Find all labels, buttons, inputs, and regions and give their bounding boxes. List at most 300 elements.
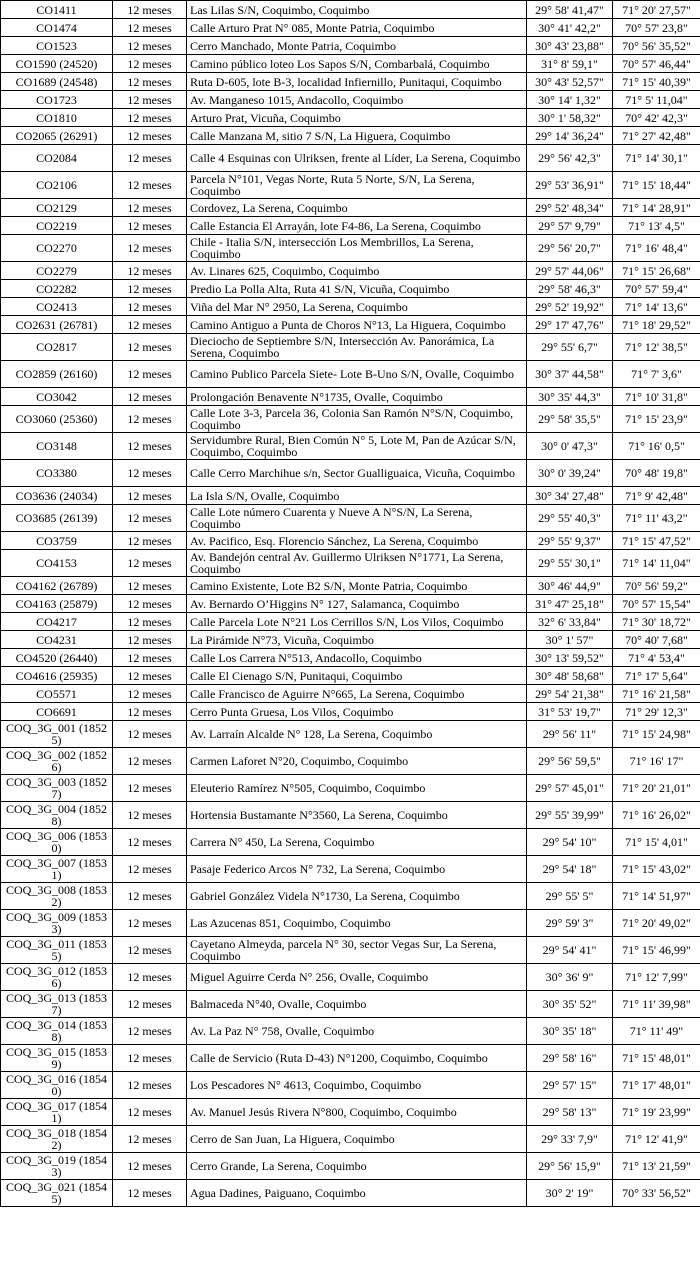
site-id-cell: COQ_3G_009 (18533)	[1, 910, 113, 937]
longitude-cell: 70° 33' 56,52"	[613, 1180, 700, 1207]
address-cell: Ruta D-605, lote B-3, localidad Infiernillo, Punitaqui, Coquimbo	[187, 73, 527, 91]
address-cell: Las Azucenas 851, Coquimbo, Coquimbo	[187, 910, 527, 937]
address-cell: Calle Lote número Cuarenta y Nueve A N°S/N, La Serena, Coquimbo	[187, 505, 527, 532]
latitude-cell: 31° 47' 25,18"	[527, 595, 613, 613]
table-row	[1, 829, 700, 856]
longitude-cell: 71° 14' 13,6"	[613, 298, 700, 316]
term-cell: 12 meses	[113, 235, 187, 262]
address-cell: Chile - Italia S/N, intersección Los Membrillos, La Serena, Coquimbo	[187, 235, 527, 262]
site-id-cell: COQ_3G_015 (18539)	[1, 1045, 113, 1072]
address-cell: Agua Dadines, Paiguano, Coquimbo	[187, 1180, 527, 1207]
address-cell: Av. Bernardo O’Higgins N° 127, Salamanca, Coquimbo	[187, 595, 527, 613]
term-cell: 12 meses	[113, 487, 187, 505]
site-id-cell: CO2065 (26291)	[1, 127, 113, 145]
longitude-cell: 71° 19' 23,99"	[613, 1099, 700, 1126]
latitude-cell: 30° 46' 44,9"	[527, 577, 613, 595]
latitude-cell: 29° 53' 36,91"	[527, 172, 613, 199]
longitude-cell: 71° 14' 28,91"	[613, 199, 700, 217]
latitude-cell: 31° 8' 59,1"	[527, 55, 613, 73]
address-cell: Las Lilas S/N, Coquimbo, Coquimbo	[187, 1, 527, 19]
latitude-cell: 29° 56' 15,9"	[527, 1153, 613, 1180]
table-row	[1, 199, 700, 217]
term-cell: 12 meses	[113, 910, 187, 937]
site-id-cell: CO3148	[1, 433, 113, 460]
table-row	[1, 883, 700, 910]
longitude-cell: 70° 40' 7,68"	[613, 631, 700, 649]
longitude-cell: 71° 12' 38,5"	[613, 334, 700, 361]
latitude-cell: 29° 55' 5"	[527, 883, 613, 910]
latitude-cell: 30° 41' 42,2"	[527, 19, 613, 37]
longitude-cell: 71° 29' 12,3"	[613, 703, 700, 721]
site-id-cell: CO3060 (25360)	[1, 406, 113, 433]
term-cell: 12 meses	[113, 703, 187, 721]
latitude-cell: 30° 35' 52"	[527, 991, 613, 1018]
longitude-cell: 70° 57' 23,8"	[613, 19, 700, 37]
address-cell: Av. Manuel Jesús Rivera N°800, Coquimbo, Coquimbo	[187, 1099, 527, 1126]
term-cell: 12 meses	[113, 856, 187, 883]
table-row	[1, 991, 700, 1018]
longitude-cell: 71° 11' 49"	[613, 1018, 700, 1045]
site-id-cell: COQ_3G_018 (18542)	[1, 1126, 113, 1153]
site-id-cell: COQ_3G_011 (18535)	[1, 937, 113, 964]
table-row	[1, 361, 700, 388]
longitude-cell: 71° 11' 39,98"	[613, 991, 700, 1018]
address-cell: Calle 4 Esquinas con Ulriksen, frente al Líder, La Serena, Coquimbo	[187, 145, 527, 172]
site-id-cell: CO2817	[1, 334, 113, 361]
longitude-cell: 71° 14' 51,97"	[613, 883, 700, 910]
term-cell: 12 meses	[113, 316, 187, 334]
term-cell: 12 meses	[113, 631, 187, 649]
latitude-cell: 32° 6' 33,84"	[527, 613, 613, 631]
term-cell: 12 meses	[113, 1, 187, 19]
address-cell: Av. Linares 625, Coquimbo, Coquimbo	[187, 262, 527, 280]
table-row	[1, 1180, 700, 1207]
term-cell: 12 meses	[113, 991, 187, 1018]
longitude-cell: 71° 15' 18,44"	[613, 172, 700, 199]
latitude-cell: 30° 1' 57"	[527, 631, 613, 649]
term-cell: 12 meses	[113, 172, 187, 199]
latitude-cell: 29° 57' 15"	[527, 1072, 613, 1099]
term-cell: 12 meses	[113, 298, 187, 316]
table-row	[1, 1153, 700, 1180]
longitude-cell: 71° 15' 43,02"	[613, 856, 700, 883]
longitude-cell: 71° 14' 30,1"	[613, 145, 700, 172]
longitude-cell: 70° 56' 59,2"	[613, 577, 700, 595]
latitude-cell: 30° 36' 9"	[527, 964, 613, 991]
latitude-cell: 29° 55' 40,3"	[527, 505, 613, 532]
address-cell: Los Pescadores N° 4613, Coquimbo, Coquimbo	[187, 1072, 527, 1099]
longitude-cell: 71° 18' 29,52"	[613, 316, 700, 334]
latitude-cell: 29° 58' 13"	[527, 1099, 613, 1126]
address-cell: Cerro de San Juan, La Higuera, Coquimbo	[187, 1126, 527, 1153]
latitude-cell: 29° 33' 7,9"	[527, 1126, 613, 1153]
table-row	[1, 964, 700, 991]
latitude-cell: 30° 0' 47,3"	[527, 433, 613, 460]
table-row	[1, 1, 700, 19]
term-cell: 12 meses	[113, 613, 187, 631]
table-row	[1, 748, 700, 775]
address-cell: Predio La Polla Alta, Ruta 41 S/N, Vicuña, Coquimbo	[187, 280, 527, 298]
latitude-cell: 29° 58' 46,3"	[527, 280, 613, 298]
latitude-cell: 31° 53' 19,7"	[527, 703, 613, 721]
latitude-cell: 29° 56' 42,3"	[527, 145, 613, 172]
table-row	[1, 460, 700, 487]
term-cell: 12 meses	[113, 1126, 187, 1153]
term-cell: 12 meses	[113, 91, 187, 109]
site-id-cell: COQ_3G_001 (18525)	[1, 721, 113, 748]
table-row	[1, 334, 700, 361]
longitude-cell: 71° 27' 42,48"	[613, 127, 700, 145]
longitude-cell: 71° 20' 49,02"	[613, 910, 700, 937]
longitude-cell: 71° 16' 48,4"	[613, 235, 700, 262]
site-id-cell: CO4163 (25879)	[1, 595, 113, 613]
table-row	[1, 172, 700, 199]
longitude-cell: 71° 15' 26,68"	[613, 262, 700, 280]
longitude-cell: 71° 10' 31,8"	[613, 388, 700, 406]
longitude-cell: 71° 15' 24,98"	[613, 721, 700, 748]
table-row	[1, 937, 700, 964]
term-cell: 12 meses	[113, 1180, 187, 1207]
table-row	[1, 388, 700, 406]
latitude-cell: 30° 43' 52,57"	[527, 73, 613, 91]
table-row	[1, 1099, 700, 1126]
site-id-cell: CO4520 (26440)	[1, 649, 113, 667]
latitude-cell: 29° 14' 36,24"	[527, 127, 613, 145]
address-cell: Av. Pacifico, Esq. Florencio Sánchez, La Serena, Coquimbo	[187, 532, 527, 550]
site-id-cell: CO4616 (25935)	[1, 667, 113, 685]
term-cell: 12 meses	[113, 1018, 187, 1045]
longitude-cell: 70° 56' 35,52"	[613, 37, 700, 55]
site-id-cell: CO6691	[1, 703, 113, 721]
table-row	[1, 1126, 700, 1153]
address-cell: Dieciocho de Septiembre S/N, Intersección Av. Panorámica, La Serena, Coquimbo	[187, 334, 527, 361]
term-cell: 12 meses	[113, 109, 187, 127]
term-cell: 12 meses	[113, 721, 187, 748]
address-cell: Cayetano Almeyda, parcela N° 30, sector Vegas Sur, La Serena, Coquimbo	[187, 937, 527, 964]
table-row	[1, 217, 700, 235]
table-row	[1, 505, 700, 532]
site-id-cell: CO2106	[1, 172, 113, 199]
site-id-cell: CO2129	[1, 199, 113, 217]
address-cell: Eleuterio Ramírez N°505, Coquimbo, Coquimbo	[187, 775, 527, 802]
term-cell: 12 meses	[113, 1072, 187, 1099]
term-cell: 12 meses	[113, 460, 187, 487]
latitude-cell: 30° 2' 19"	[527, 1180, 613, 1207]
term-cell: 12 meses	[113, 577, 187, 595]
latitude-cell: 30° 37' 44,58"	[527, 361, 613, 388]
site-id-cell: CO2413	[1, 298, 113, 316]
site-id-cell: CO2631 (26781)	[1, 316, 113, 334]
table-row	[1, 37, 700, 55]
site-id-cell: CO3636 (24034)	[1, 487, 113, 505]
latitude-cell: 29° 54' 10"	[527, 829, 613, 856]
site-id-cell: COQ_3G_016 (18540)	[1, 1072, 113, 1099]
site-id-cell: COQ_3G_007 (18531)	[1, 856, 113, 883]
term-cell: 12 meses	[113, 802, 187, 829]
site-id-cell: CO2270	[1, 235, 113, 262]
site-id-cell: CO2279	[1, 262, 113, 280]
longitude-cell: 71° 15' 40,39"	[613, 73, 700, 91]
longitude-cell: 71° 17' 48,01"	[613, 1072, 700, 1099]
table-row	[1, 613, 700, 631]
address-cell: La Pirámide N°73, Vicuña, Coquimbo	[187, 631, 527, 649]
site-id-cell: CO4231	[1, 631, 113, 649]
address-cell: La Isla S/N, Ovalle, Coquimbo	[187, 487, 527, 505]
site-id-cell: CO1723	[1, 91, 113, 109]
site-id-cell: CO2219	[1, 217, 113, 235]
term-cell: 12 meses	[113, 775, 187, 802]
latitude-cell: 30° 0' 39,24"	[527, 460, 613, 487]
address-cell: Calle Francisco de Aguirre N°665, La Serena, Coquimbo	[187, 685, 527, 703]
site-id-cell: COQ_3G_019 (18543)	[1, 1153, 113, 1180]
table-row	[1, 577, 700, 595]
address-cell: Av. La Paz N° 758, Ovalle, Coquimbo	[187, 1018, 527, 1045]
term-cell: 12 meses	[113, 595, 187, 613]
latitude-cell: 30° 35' 44,3"	[527, 388, 613, 406]
table-row	[1, 550, 700, 577]
address-cell: Cordovez, La Serena, Coquimbo	[187, 199, 527, 217]
site-id-cell: COQ_3G_003 (18527)	[1, 775, 113, 802]
address-cell: Camino Existente, Lote B2 S/N, Monte Patria, Coquimbo	[187, 577, 527, 595]
longitude-cell: 71° 20' 27,57"	[613, 1, 700, 19]
longitude-cell: 71° 16' 26,02"	[613, 802, 700, 829]
latitude-cell: 29° 55' 39,99"	[527, 802, 613, 829]
address-cell: Calle El Cienago S/N, Punitaqui, Coquimbo	[187, 667, 527, 685]
term-cell: 12 meses	[113, 73, 187, 91]
longitude-cell: 71° 11' 43,2"	[613, 505, 700, 532]
address-cell: Calle Manzana M, sitio 7 S/N, La Higuera, Coquimbo	[187, 127, 527, 145]
address-cell: Pasaje Federico Arcos N° 732, La Serena, Coquimbo	[187, 856, 527, 883]
term-cell: 12 meses	[113, 685, 187, 703]
site-id-cell: COQ_3G_004 (18528)	[1, 802, 113, 829]
longitude-cell: 71° 12' 41,9"	[613, 1126, 700, 1153]
term-cell: 12 meses	[113, 829, 187, 856]
latitude-cell: 29° 57' 45,01"	[527, 775, 613, 802]
table-row	[1, 235, 700, 262]
table-row	[1, 775, 700, 802]
address-cell: Carmen Laforet N°20, Coquimbo, Coquimbo	[187, 748, 527, 775]
site-id-cell: COQ_3G_008 (18532)	[1, 883, 113, 910]
longitude-cell: 70° 57' 59,4"	[613, 280, 700, 298]
site-id-cell: CO2859 (26160)	[1, 361, 113, 388]
term-cell: 12 meses	[113, 550, 187, 577]
term-cell: 12 meses	[113, 1153, 187, 1180]
address-cell: Calle Lote 3-3, Parcela 36, Colonia San Ramón N°S/N, Coquimbo, Coquimbo	[187, 406, 527, 433]
table-row	[1, 298, 700, 316]
longitude-cell: 70° 48' 19,8"	[613, 460, 700, 487]
address-cell: Calle de Servicio (Ruta D-43) N°1200, Coquimbo, Coquimbo	[187, 1045, 527, 1072]
table-row	[1, 856, 700, 883]
table-row	[1, 1018, 700, 1045]
address-cell: Carrera N° 450, La Serena, Coquimbo	[187, 829, 527, 856]
address-cell: Calle Los Carrera N°513, Andacollo, Coquimbo	[187, 649, 527, 667]
longitude-cell: 71° 30' 18,72"	[613, 613, 700, 631]
latitude-cell: 29° 55' 6,7"	[527, 334, 613, 361]
table-row	[1, 316, 700, 334]
term-cell: 12 meses	[113, 748, 187, 775]
table-row	[1, 1072, 700, 1099]
table-row	[1, 667, 700, 685]
longitude-cell: 71° 12' 7,99"	[613, 964, 700, 991]
longitude-cell: 71° 16' 21,58"	[613, 685, 700, 703]
address-cell: Viña del Mar N° 2950, La Serena, Coquimbo	[187, 298, 527, 316]
term-cell: 12 meses	[113, 532, 187, 550]
address-cell: Camino Antiguo a Punta de Choros N°13, La Higuera, Coquimbo	[187, 316, 527, 334]
table-row	[1, 595, 700, 613]
longitude-cell: 70° 57' 15,54"	[613, 595, 700, 613]
address-cell: Camino público loteo Los Sapos S/N, Combarbalá, Coquimbo	[187, 55, 527, 73]
site-id-cell: CO2282	[1, 280, 113, 298]
latitude-cell: 29° 56' 20,7"	[527, 235, 613, 262]
site-id-cell: CO1590 (24520)	[1, 55, 113, 73]
table-row	[1, 703, 700, 721]
site-id-cell: COQ_3G_006 (18530)	[1, 829, 113, 856]
longitude-cell: 71° 7' 3,6"	[613, 361, 700, 388]
latitude-cell: 30° 13' 59,52"	[527, 649, 613, 667]
latitude-cell: 29° 56' 11"	[527, 721, 613, 748]
term-cell: 12 meses	[113, 37, 187, 55]
table-row	[1, 280, 700, 298]
longitude-cell: 71° 15' 4,01"	[613, 829, 700, 856]
longitude-cell: 71° 16' 0,5"	[613, 433, 700, 460]
term-cell: 12 meses	[113, 19, 187, 37]
site-id-cell: COQ_3G_002 (18526)	[1, 748, 113, 775]
term-cell: 12 meses	[113, 883, 187, 910]
latitude-cell: 29° 59' 3"	[527, 910, 613, 937]
site-id-cell: CO4217	[1, 613, 113, 631]
table-row	[1, 1045, 700, 1072]
site-id-cell: COQ_3G_017 (18541)	[1, 1099, 113, 1126]
term-cell: 12 meses	[113, 145, 187, 172]
longitude-cell: 71° 15' 46,99"	[613, 937, 700, 964]
latitude-cell: 29° 54' 41"	[527, 937, 613, 964]
table-row	[1, 406, 700, 433]
longitude-cell: 71° 15' 47,52"	[613, 532, 700, 550]
term-cell: 12 meses	[113, 334, 187, 361]
table-row	[1, 109, 700, 127]
term-cell: 12 meses	[113, 649, 187, 667]
term-cell: 12 meses	[113, 406, 187, 433]
longitude-cell: 70° 57' 46,44"	[613, 55, 700, 73]
address-cell: Gabriel González Videla N°1730, La Serena, Coquimbo	[187, 883, 527, 910]
address-cell: Av. Larraín Alcalde N° 128, La Serena, Coquimbo	[187, 721, 527, 748]
term-cell: 12 meses	[113, 217, 187, 235]
site-id-cell: CO1689 (24548)	[1, 73, 113, 91]
term-cell: 12 meses	[113, 361, 187, 388]
term-cell: 12 meses	[113, 55, 187, 73]
term-cell: 12 meses	[113, 1045, 187, 1072]
site-id-cell: CO3042	[1, 388, 113, 406]
address-cell: Calle Arturo Prat N° 085, Monte Patria, Coquimbo	[187, 19, 527, 37]
longitude-cell: 71° 13' 21,59"	[613, 1153, 700, 1180]
term-cell: 12 meses	[113, 505, 187, 532]
address-cell: Cerro Manchado, Monte Patria, Coquimbo	[187, 37, 527, 55]
table-row	[1, 487, 700, 505]
table-body	[1, 1, 700, 1207]
site-id-cell: CO5571	[1, 685, 113, 703]
table-row	[1, 91, 700, 109]
term-cell: 12 meses	[113, 388, 187, 406]
latitude-cell: 30° 1' 58,32"	[527, 109, 613, 127]
table-row	[1, 127, 700, 145]
table-row	[1, 649, 700, 667]
longitude-cell: 70° 42' 42,3"	[613, 109, 700, 127]
table-row	[1, 910, 700, 937]
address-cell: Cerro Punta Gruesa, Los Vilos, Coquimbo	[187, 703, 527, 721]
longitude-cell: 71° 13' 4,5"	[613, 217, 700, 235]
latitude-cell: 29° 55' 9,37"	[527, 532, 613, 550]
site-id-cell: CO1411	[1, 1, 113, 19]
site-id-cell: COQ_3G_021 (18545)	[1, 1180, 113, 1207]
longitude-cell: 71° 4' 53,4"	[613, 649, 700, 667]
table-row	[1, 631, 700, 649]
longitude-cell: 71° 17' 5,64"	[613, 667, 700, 685]
latitude-cell: 30° 35' 18"	[527, 1018, 613, 1045]
site-id-cell: CO3759	[1, 532, 113, 550]
term-cell: 12 meses	[113, 667, 187, 685]
site-id-cell: COQ_3G_014 (18538)	[1, 1018, 113, 1045]
table-row	[1, 73, 700, 91]
longitude-cell: 71° 20' 21,01"	[613, 775, 700, 802]
table-row	[1, 55, 700, 73]
latitude-cell: 30° 14' 1,32"	[527, 91, 613, 109]
latitude-cell: 29° 54' 21,38"	[527, 685, 613, 703]
latitude-cell: 29° 54' 18"	[527, 856, 613, 883]
site-id-cell: CO4162 (26789)	[1, 577, 113, 595]
table-row	[1, 433, 700, 460]
latitude-cell: 29° 57' 44,06"	[527, 262, 613, 280]
term-cell: 12 meses	[113, 433, 187, 460]
table-row	[1, 19, 700, 37]
site-id-cell: CO1474	[1, 19, 113, 37]
site-id-cell: CO3380	[1, 460, 113, 487]
term-cell: 12 meses	[113, 127, 187, 145]
table-row	[1, 685, 700, 703]
term-cell: 12 meses	[113, 937, 187, 964]
latitude-cell: 29° 17' 47,76"	[527, 316, 613, 334]
address-cell: Parcela N°101, Vegas Norte, Ruta 5 Norte, S/N, La Serena, Coquimbo	[187, 172, 527, 199]
latitude-cell: 30° 43' 23,88"	[527, 37, 613, 55]
table-row	[1, 262, 700, 280]
address-cell: Miguel Aguirre Cerda N° 256, Ovalle, Coquimbo	[187, 964, 527, 991]
address-cell: Av. Manganeso 1015, Andacollo, Coquimbo	[187, 91, 527, 109]
table-row	[1, 721, 700, 748]
address-cell: Hortensia Bustamante N°3560, La Serena, Coquimbo	[187, 802, 527, 829]
longitude-cell: 71° 15' 23,9"	[613, 406, 700, 433]
address-cell: Servidumbre Rural, Bien Común N° 5, Lote M, Pan de Azúcar S/N, Coquimbo, Coquimbo	[187, 433, 527, 460]
latitude-cell: 29° 55' 30,1"	[527, 550, 613, 577]
table-row	[1, 802, 700, 829]
longitude-cell: 71° 5' 11,04"	[613, 91, 700, 109]
latitude-cell: 29° 52' 48,34"	[527, 199, 613, 217]
address-cell: Calle Estancia El Arrayán, lote F4-86, La Serena, Coquimbo	[187, 217, 527, 235]
address-cell: Prolongación Benavente N°1735, Ovalle, Coquimbo	[187, 388, 527, 406]
table-row	[1, 145, 700, 172]
address-cell: Cerro Grande, La Serena, Coquimbo	[187, 1153, 527, 1180]
longitude-cell: 71° 14' 11,04"	[613, 550, 700, 577]
latitude-cell: 29° 58' 35,5"	[527, 406, 613, 433]
address-cell: Balmaceda N°40, Ovalle, Coquimbo	[187, 991, 527, 1018]
site-id-cell: CO2084	[1, 145, 113, 172]
term-cell: 12 meses	[113, 280, 187, 298]
term-cell: 12 meses	[113, 262, 187, 280]
site-id-cell: COQ_3G_013 (18537)	[1, 991, 113, 1018]
latitude-cell: 29° 58' 41,47"	[527, 1, 613, 19]
address-cell: Arturo Prat, Vicuña, Coquimbo	[187, 109, 527, 127]
site-id-cell: CO1810	[1, 109, 113, 127]
latitude-cell: 30° 48' 58,68"	[527, 667, 613, 685]
address-cell: Av. Bandejón central Av. Guillermo Ulriksen N°1771, La Serena, Coquimbo	[187, 550, 527, 577]
